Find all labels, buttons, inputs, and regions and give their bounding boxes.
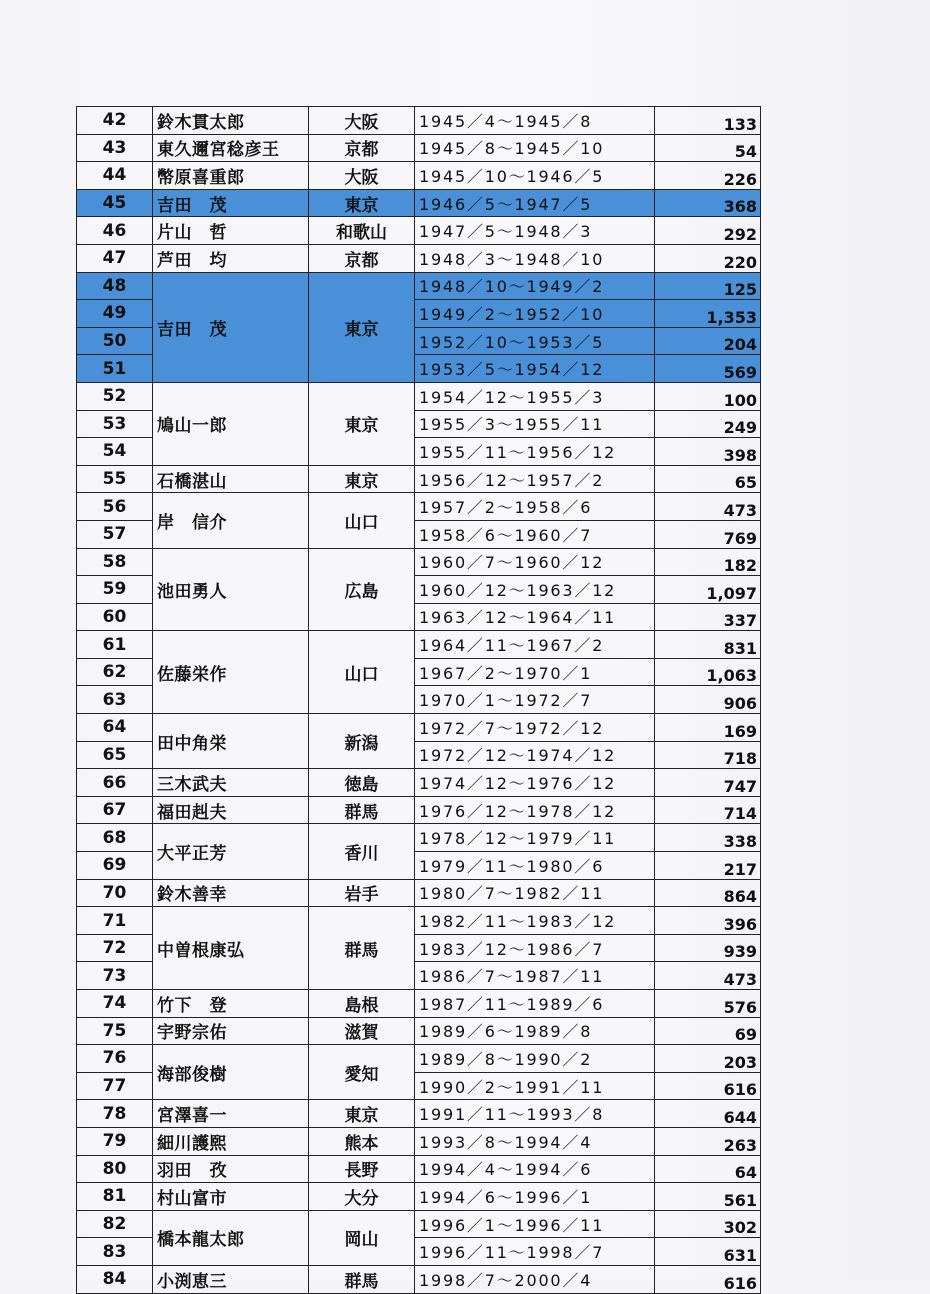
days-in-office: 1,063 (655, 658, 761, 686)
table-row (77, 1045, 761, 1073)
cabinet-number: 83 (77, 1238, 153, 1266)
term-period: 1952／10～1953／5 (415, 327, 655, 355)
term-period: 1972／7～1972／12 (415, 714, 655, 742)
term-period: 1960／12～1963／12 (415, 576, 655, 604)
term-period: 1996／11～1998／7 (415, 1238, 655, 1266)
term-period: 1964／11～1967／2 (415, 631, 655, 659)
table-row (77, 272, 761, 300)
days-in-office: 714 (655, 796, 761, 824)
days-in-office: 100 (655, 382, 761, 410)
prime-minister-name: 吉田 茂 (153, 272, 309, 382)
prefecture: 大阪 (309, 162, 415, 190)
table-row (77, 465, 761, 493)
cabinet-number: 70 (77, 879, 153, 907)
cabinet-number: 66 (77, 769, 153, 797)
term-period: 1954／12～1955／3 (415, 382, 655, 410)
prime-minister-name: 鳩山一郎 (153, 382, 309, 465)
prime-minister-name: 福田赳夫 (153, 796, 309, 824)
days-in-office: 65 (655, 465, 761, 493)
prime-minister-name: 鈴木善幸 (153, 879, 309, 907)
cabinet-number: 48 (77, 272, 153, 300)
cabinet-number: 67 (77, 796, 153, 824)
days-in-office: 133 (655, 107, 761, 135)
days-in-office: 561 (655, 1183, 761, 1211)
prefecture: 岩手 (309, 879, 415, 907)
table-row (77, 907, 761, 935)
prime-minister-name: 三木武夫 (153, 769, 309, 797)
cabinet-number: 80 (77, 1155, 153, 1183)
table-row (77, 824, 761, 852)
term-period: 1945／4～1945／8 (415, 107, 655, 135)
prefecture: 京都 (309, 134, 415, 162)
term-period: 1993／8～1994／4 (415, 1127, 655, 1155)
days-in-office: 831 (655, 631, 761, 659)
table-row (77, 134, 761, 162)
prefecture: 長野 (309, 1155, 415, 1183)
table-row (77, 631, 761, 659)
prefecture: 山口 (309, 631, 415, 714)
table-row (77, 796, 761, 824)
prime-minister-name: 細川護煕 (153, 1127, 309, 1155)
days-in-office: 396 (655, 907, 761, 935)
prefecture: 香川 (309, 824, 415, 879)
days-in-office: 182 (655, 548, 761, 576)
prefecture: 京都 (309, 244, 415, 272)
days-in-office: 769 (655, 520, 761, 548)
cabinet-number: 82 (77, 1210, 153, 1238)
cabinet-number: 55 (77, 465, 153, 493)
prime-minister-name: 田中角栄 (153, 714, 309, 769)
prime-minister-name: 橋本龍太郎 (153, 1210, 309, 1265)
cabinet-number: 77 (77, 1072, 153, 1100)
table-row (77, 769, 761, 797)
prime-minister-name: 片山 哲 (153, 217, 309, 245)
cabinet-number: 61 (77, 631, 153, 659)
table-row (77, 714, 761, 742)
table-row (77, 1017, 761, 1045)
term-period: 1960／7～1960／12 (415, 548, 655, 576)
days-in-office: 64 (655, 1155, 761, 1183)
days-in-office: 292 (655, 217, 761, 245)
cabinet-number: 57 (77, 520, 153, 548)
prefecture: 東京 (309, 189, 415, 217)
days-in-office: 398 (655, 438, 761, 466)
days-in-office: 576 (655, 990, 761, 1018)
term-period: 1945／10～1946／5 (415, 162, 655, 190)
table-row (77, 1183, 761, 1211)
term-period: 1994／4～1994／6 (415, 1155, 655, 1183)
prime-minister-name: 村山富市 (153, 1183, 309, 1211)
cabinet-number: 53 (77, 410, 153, 438)
cabinet-number: 46 (77, 217, 153, 245)
cabinet-number: 65 (77, 741, 153, 769)
prefecture: 広島 (309, 548, 415, 631)
prime-minister-name: 吉田 茂 (153, 189, 309, 217)
days-in-office: 569 (655, 355, 761, 383)
table-row (77, 244, 761, 272)
term-period: 1998／7～2000／4 (415, 1265, 655, 1293)
prefecture: 熊本 (309, 1127, 415, 1155)
cabinet-number: 60 (77, 603, 153, 631)
days-in-office: 338 (655, 824, 761, 852)
cabinet-number: 78 (77, 1100, 153, 1128)
term-period: 1986／7～1987／11 (415, 962, 655, 990)
term-period: 1978／12～1979／11 (415, 824, 655, 852)
term-period: 1955／3～1955／11 (415, 410, 655, 438)
days-in-office: 644 (655, 1100, 761, 1128)
prime-minister-name: 岸 信介 (153, 493, 309, 548)
days-in-office: 125 (655, 272, 761, 300)
cabinet-number: 49 (77, 300, 153, 328)
days-in-office: 302 (655, 1210, 761, 1238)
term-period: 1956／12～1957／2 (415, 465, 655, 493)
prime-minister-name: 宇野宗佑 (153, 1017, 309, 1045)
cabinet-number: 69 (77, 852, 153, 880)
prime-minister-name: 石橋湛山 (153, 465, 309, 493)
term-period: 1957／2～1958／6 (415, 493, 655, 521)
cabinet-number: 52 (77, 382, 153, 410)
prefecture: 東京 (309, 272, 415, 382)
term-period: 1989／6～1989／8 (415, 1017, 655, 1045)
term-period: 1948／3～1948／10 (415, 244, 655, 272)
prefecture: 島根 (309, 990, 415, 1018)
table-row (77, 879, 761, 907)
cabinet-number: 72 (77, 934, 153, 962)
cabinet-number: 71 (77, 907, 153, 935)
days-in-office: 747 (655, 769, 761, 797)
table-row (77, 107, 761, 135)
cabinet-number: 44 (77, 162, 153, 190)
days-in-office: 204 (655, 327, 761, 355)
cabinet-number: 58 (77, 548, 153, 576)
days-in-office: 864 (655, 879, 761, 907)
cabinet-number: 84 (77, 1265, 153, 1293)
prefecture: 群馬 (309, 796, 415, 824)
term-period: 1980／7～1982／11 (415, 879, 655, 907)
cabinet-number: 76 (77, 1045, 153, 1073)
prefecture: 和歌山 (309, 217, 415, 245)
days-in-office: 1,353 (655, 300, 761, 328)
prefecture: 新潟 (309, 714, 415, 769)
term-period: 1987／11～1989／6 (415, 990, 655, 1018)
days-in-office: 203 (655, 1045, 761, 1073)
prime-minister-name: 宮澤喜一 (153, 1100, 309, 1128)
days-in-office: 69 (655, 1017, 761, 1045)
cabinet-number: 51 (77, 355, 153, 383)
prefecture: 大阪 (309, 107, 415, 135)
term-period: 1994／6～1996／1 (415, 1183, 655, 1211)
prime-minister-name: 大平正芳 (153, 824, 309, 879)
term-period: 1979／11～1980／6 (415, 852, 655, 880)
table-row (77, 382, 761, 410)
term-period: 1990／2～1991／11 (415, 1072, 655, 1100)
prefecture: 愛知 (309, 1045, 415, 1100)
term-period: 1955／11～1956／12 (415, 438, 655, 466)
days-in-office: 616 (655, 1072, 761, 1100)
prime-minister-name: 小渕恵三 (153, 1265, 309, 1293)
term-period: 1991／11～1993／8 (415, 1100, 655, 1128)
prefecture: 東京 (309, 382, 415, 465)
term-period: 1953／5～1954／12 (415, 355, 655, 383)
prefecture: 徳島 (309, 769, 415, 797)
term-period: 1948／10～1949／2 (415, 272, 655, 300)
cabinet-number: 79 (77, 1127, 153, 1155)
term-period: 1972／12～1974／12 (415, 741, 655, 769)
term-period: 1976／12～1978／12 (415, 796, 655, 824)
term-period: 1947／5～1948／3 (415, 217, 655, 245)
cabinet-number: 75 (77, 1017, 153, 1045)
cabinet-number: 59 (77, 576, 153, 604)
table-row (77, 1100, 761, 1128)
term-period: 1996／1～1996／11 (415, 1210, 655, 1238)
table-row (77, 548, 761, 576)
table-row (77, 162, 761, 190)
table-row (77, 1155, 761, 1183)
prefecture: 山口 (309, 493, 415, 548)
cabinet-number: 81 (77, 1183, 153, 1211)
days-in-office: 54 (655, 134, 761, 162)
table-row (77, 493, 761, 521)
days-in-office: 473 (655, 493, 761, 521)
cabinet-number: 42 (77, 107, 153, 135)
days-in-office: 1,097 (655, 576, 761, 604)
cabinet-number: 73 (77, 962, 153, 990)
cabinet-number: 43 (77, 134, 153, 162)
cabinet-number: 47 (77, 244, 153, 272)
prime-minister-table (76, 106, 761, 1294)
prime-minister-name: 東久邇宮稔彦王 (153, 134, 309, 162)
cabinet-number: 63 (77, 686, 153, 714)
prefecture: 群馬 (309, 1265, 415, 1293)
days-in-office: 616 (655, 1265, 761, 1293)
table-row (77, 1210, 761, 1238)
cabinet-number: 62 (77, 658, 153, 686)
prime-minister-name: 鈴木貫太郎 (153, 107, 309, 135)
prefecture: 群馬 (309, 907, 415, 990)
days-in-office: 631 (655, 1238, 761, 1266)
prime-minister-name: 芦田 均 (153, 244, 309, 272)
term-period: 1945／8～1945／10 (415, 134, 655, 162)
prime-minister-name: 幣原喜重郎 (153, 162, 309, 190)
prime-minister-name: 佐藤栄作 (153, 631, 309, 714)
table-row (77, 217, 761, 245)
prefecture: 滋賀 (309, 1017, 415, 1045)
table-row (77, 1127, 761, 1155)
prime-minister-name: 中曽根康弘 (153, 907, 309, 990)
table-row (77, 1265, 761, 1293)
cabinet-number: 74 (77, 990, 153, 1018)
cabinet-number: 68 (77, 824, 153, 852)
cabinet-number: 45 (77, 189, 153, 217)
prefecture: 大分 (309, 1183, 415, 1211)
term-period: 1949／2～1952／10 (415, 300, 655, 328)
days-in-office: 906 (655, 686, 761, 714)
days-in-office: 473 (655, 962, 761, 990)
days-in-office: 220 (655, 244, 761, 272)
prefecture: 東京 (309, 465, 415, 493)
table-row (77, 189, 761, 217)
days-in-office: 249 (655, 410, 761, 438)
cabinet-number: 56 (77, 493, 153, 521)
prefecture: 東京 (309, 1100, 415, 1128)
cabinet-number: 54 (77, 438, 153, 466)
term-period: 1958／6～1960／7 (415, 520, 655, 548)
term-period: 1983／12～1986／7 (415, 934, 655, 962)
days-in-office: 368 (655, 189, 761, 217)
days-in-office: 263 (655, 1127, 761, 1155)
days-in-office: 939 (655, 934, 761, 962)
prime-minister-name: 竹下 登 (153, 990, 309, 1018)
prime-minister-name: 羽田 孜 (153, 1155, 309, 1183)
days-in-office: 169 (655, 714, 761, 742)
days-in-office: 337 (655, 603, 761, 631)
days-in-office: 217 (655, 852, 761, 880)
term-period: 1982／11～1983／12 (415, 907, 655, 935)
term-period: 1974／12～1976／12 (415, 769, 655, 797)
term-period: 1963／12～1964／11 (415, 603, 655, 631)
term-period: 1967／2～1970／1 (415, 658, 655, 686)
prime-minister-name: 海部俊樹 (153, 1045, 309, 1100)
cabinet-number: 64 (77, 714, 153, 742)
days-in-office: 718 (655, 741, 761, 769)
term-period: 1989／8～1990／2 (415, 1045, 655, 1073)
cabinet-number: 50 (77, 327, 153, 355)
days-in-office: 226 (655, 162, 761, 190)
term-period: 1970／1～1972／7 (415, 686, 655, 714)
term-period: 1946／5～1947／5 (415, 189, 655, 217)
prime-minister-name: 池田勇人 (153, 548, 309, 631)
table-row (77, 990, 761, 1018)
prefecture: 岡山 (309, 1210, 415, 1265)
